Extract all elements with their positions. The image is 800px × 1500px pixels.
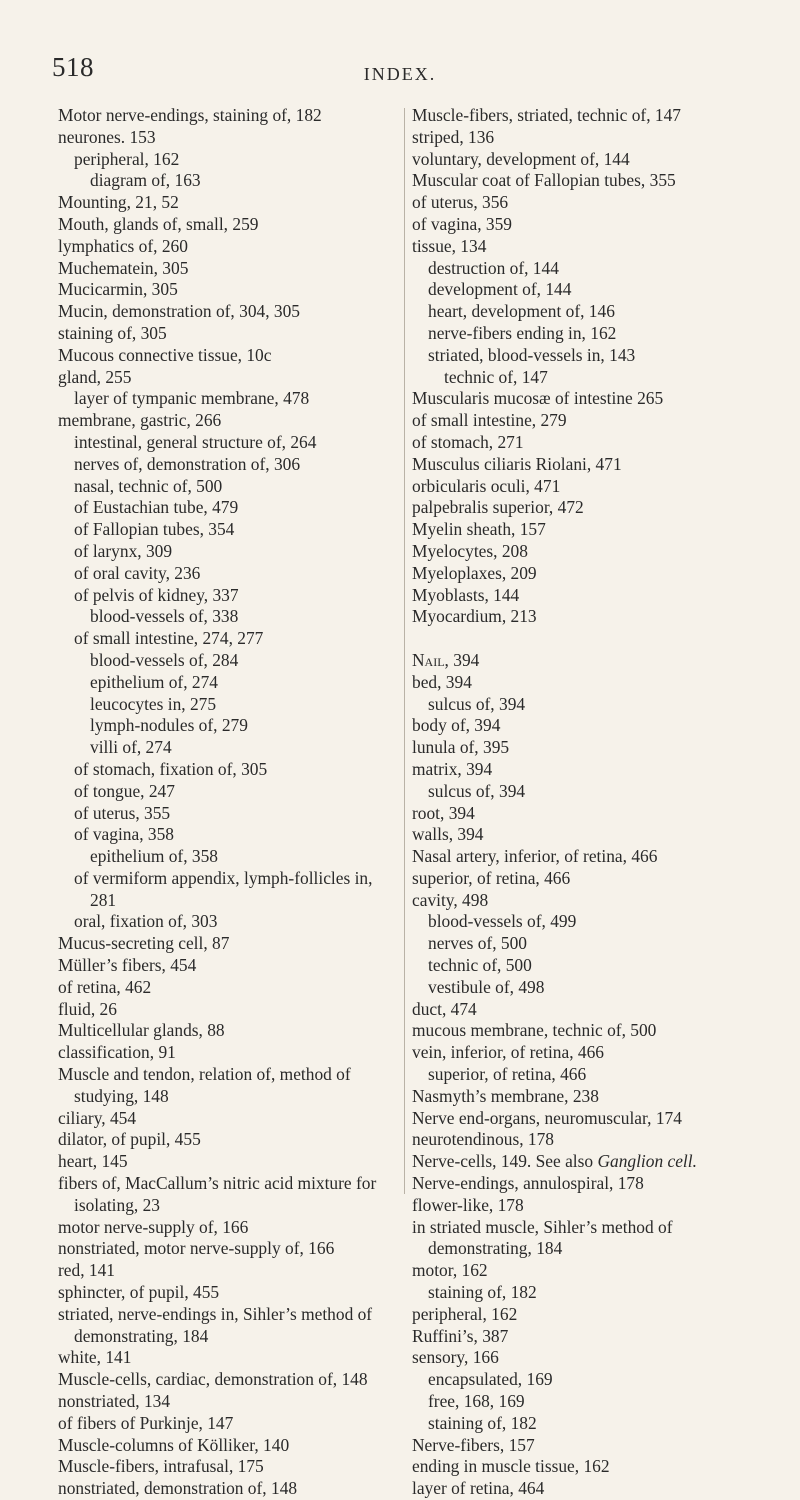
index-heading — [58, 345, 400, 367]
entry-text: lymphatics of, 260 — [58, 235, 188, 256]
index-subentry — [58, 846, 400, 868]
entry-text: sensory, 166 — [412, 1347, 499, 1368]
entry-text: layer of retina, 464 — [412, 1478, 545, 1499]
entry-text: fluid, 26 — [58, 998, 117, 1019]
entry-text: sulcus of, 394 — [428, 780, 526, 801]
index-heading — [412, 650, 764, 672]
index-subentry — [412, 1195, 764, 1217]
entry-text: staining of, 182 — [428, 1282, 537, 1303]
entry-text: body of, 394 — [412, 715, 501, 736]
entry-text: ending in muscle tissue, 162 — [412, 1456, 610, 1477]
entry-text: leucocytes in, 275 — [90, 693, 217, 714]
index-heading — [412, 105, 764, 127]
index-subentry — [412, 933, 764, 955]
index-subentry — [58, 519, 400, 541]
entry-text: staining of, 182 — [428, 1412, 537, 1433]
index-subentry — [58, 606, 400, 628]
entry-text: Myocardium, 213 — [412, 606, 537, 627]
entry-text: of fibers of Purkinje, 147 — [58, 1412, 234, 1433]
index-subentry — [412, 955, 764, 977]
index-subentry — [412, 1369, 764, 1391]
entry-text: ciliary, 454 — [58, 1107, 137, 1128]
index-column-right — [412, 105, 764, 1500]
entry-text: peripheral, 162 — [74, 148, 180, 169]
entry-text: of vagina, 359 — [412, 213, 512, 234]
index-subentry — [412, 1260, 764, 1282]
index-subentry — [58, 1413, 400, 1435]
index-heading — [58, 1064, 400, 1108]
index-subentry — [412, 1042, 764, 1064]
index-subentry — [58, 432, 400, 454]
index-heading — [58, 1020, 400, 1042]
entry-text: Nasmyth’s membrane, 238 — [412, 1085, 599, 1106]
entry-text: of small intestine, 274, 277 — [74, 628, 264, 649]
index-subentry — [58, 1108, 400, 1130]
index-subentry — [58, 999, 400, 1021]
entry-text: of tongue, 247 — [74, 780, 175, 801]
index-subentry — [58, 1282, 400, 1304]
index-subentry — [58, 1129, 400, 1151]
index-subentry — [412, 737, 764, 759]
index-subentry — [412, 1347, 764, 1369]
index-subentry — [58, 650, 400, 672]
entry-text: of uterus, 356 — [412, 192, 509, 213]
index-heading — [412, 454, 764, 476]
entry-text: neurotendinous, 178 — [412, 1129, 555, 1150]
index-subentry — [412, 214, 764, 236]
entry-text: of vagina, 358 — [74, 824, 174, 845]
index-heading — [412, 1173, 764, 1195]
entry-text: Mucus-secreting cell, 87 — [58, 933, 230, 954]
entry-text: in striated muscle, Sihler’s method of demonstrating, 184 — [412, 1216, 673, 1259]
entry-text: tissue, 134 — [412, 235, 487, 256]
index-subentry — [412, 1304, 764, 1326]
index-subentry — [58, 1238, 400, 1260]
index-subentry — [412, 1217, 764, 1261]
entry-text: Mounting, 21, 52 — [58, 192, 179, 213]
page-header — [0, 52, 800, 92]
entry-text: lunula of, 395 — [412, 737, 510, 758]
entry-text: lymph-nodules of, 279 — [90, 715, 248, 736]
entry-text: dilator, of pupil, 455 — [58, 1129, 201, 1150]
index-subentry — [58, 476, 400, 498]
index-subentry — [58, 672, 400, 694]
entry-text: diagram of, 163 — [90, 170, 201, 191]
entry-text: Myelocytes, 208 — [412, 540, 528, 561]
entry-text: staining of, 305 — [58, 322, 167, 343]
entry-text: Muscle-fibers, striated, technic of, 147 — [412, 105, 681, 125]
index-subentry — [58, 1217, 400, 1239]
entry-text: Nerve-endings, annulospiral, 178 — [412, 1173, 644, 1194]
entry-text: Ruffini’s, 387 — [412, 1325, 509, 1346]
entry-text: Nail, 394 — [412, 649, 480, 670]
index-subentry — [412, 1129, 764, 1151]
index-subentry — [58, 868, 400, 912]
index-heading — [412, 846, 764, 868]
index-heading — [58, 105, 400, 127]
entry-text: striped, 136 — [412, 126, 495, 147]
index-subentry — [412, 824, 764, 846]
index-subentry — [412, 1413, 764, 1435]
index-subentry — [412, 672, 764, 694]
index-heading — [412, 1108, 764, 1130]
index-heading — [412, 1086, 764, 1108]
entry-text: striated, blood-vessels in, 143 — [428, 344, 636, 365]
entry-text: peripheral, 162 — [412, 1303, 518, 1324]
index-subentry — [412, 1064, 764, 1086]
entry-text: oral, fixation of, 303 — [74, 911, 218, 932]
entry-text: Muscle-fibers, intrafusal, 175 — [58, 1456, 264, 1477]
entry-text: membrane, gastric, 266 — [58, 410, 222, 431]
entry-text: superior, of retina, 466 — [412, 867, 571, 888]
index-heading — [58, 214, 400, 236]
entry-text: of stomach, 271 — [412, 431, 524, 452]
index-subentry — [58, 1260, 400, 1282]
entry-text: walls, 394 — [412, 824, 484, 845]
entry-text: Muscle and tendon, relation of, method of studying, 148 — [58, 1064, 351, 1106]
entry-text: development of, 144 — [428, 279, 572, 300]
entry-text: technic of, 147 — [444, 366, 548, 387]
index-heading — [412, 519, 764, 541]
index-subentry — [58, 1478, 400, 1500]
index-heading — [412, 1435, 764, 1457]
entry-text: of larynx, 309 — [74, 540, 173, 561]
index-column-left — [58, 105, 400, 1500]
entry-text: Muchematein, 305 — [58, 257, 189, 278]
index-subentry — [412, 127, 764, 149]
entry-text: motor, 162 — [412, 1260, 488, 1281]
entry-text: of pelvis of kidney, 337 — [74, 584, 239, 605]
entry-text: Myoblasts, 144 — [412, 584, 520, 605]
entry-text: nonstriated, demonstration of, 148 — [58, 1478, 298, 1499]
entry-text: palpebralis superior, 472 — [412, 497, 584, 518]
entry-text: motor nerve-supply of, 166 — [58, 1216, 249, 1237]
index-subentry — [412, 977, 764, 999]
index-subentry — [412, 323, 764, 345]
index-subentry — [412, 715, 764, 737]
index-subentry — [412, 890, 764, 912]
index-heading — [58, 1456, 400, 1478]
entry-text: sulcus of, 394 — [428, 693, 526, 714]
entry-text: Mouth, glands of, small, 259 — [58, 213, 259, 234]
page-number: 518 — [52, 52, 94, 82]
entry-text: of stomach, fixation of, 305 — [74, 758, 268, 779]
index-heading — [58, 279, 400, 301]
index-subentry — [58, 1391, 400, 1413]
index-subentry — [412, 301, 764, 323]
index-heading — [412, 541, 764, 563]
entry-text: Multicellular glands, 88 — [58, 1020, 225, 1041]
index-heading — [58, 1369, 400, 1391]
index-subentry — [58, 737, 400, 759]
index-subentry — [412, 432, 764, 454]
index-subentry — [412, 192, 764, 214]
index-subentry — [412, 781, 764, 803]
entry-text: bed, 394 — [412, 671, 472, 692]
index-heading — [412, 388, 764, 410]
index-subentry — [412, 476, 764, 498]
entry-text: nerves of, demonstration of, 306 — [74, 453, 301, 474]
index-subentry — [58, 1042, 400, 1064]
entry-text: blood-vessels of, 284 — [90, 649, 239, 670]
index-subentry — [58, 911, 400, 933]
entry-text: striated, nerve-endings in, Sihler’s method of demonstrating, 184 — [58, 1303, 373, 1346]
entry-text: root, 394 — [412, 802, 475, 823]
index-subentry — [412, 258, 764, 280]
entry-text: Myelin sheath, 157 — [412, 519, 546, 540]
entry-text: sphincter, of pupil, 455 — [58, 1282, 220, 1303]
entry-text: of Fallopian tubes, 354 — [74, 519, 235, 540]
index-subentry — [58, 323, 400, 345]
entry-text: blood-vessels of, 338 — [90, 606, 239, 627]
entry-text: cavity, 498 — [412, 889, 489, 910]
entry-text: mucous membrane, technic of, 500 — [412, 1020, 657, 1041]
index-subentry — [58, 694, 400, 716]
entry-text: of uterus, 355 — [74, 802, 171, 823]
index-heading — [58, 258, 400, 280]
index-subentry — [58, 715, 400, 737]
index-subentry — [58, 1173, 400, 1217]
index-subentry — [58, 388, 400, 410]
entry-text: Nerve-cells, 149. See also — [412, 1151, 594, 1172]
index-subentry — [412, 911, 764, 933]
index-subentry — [412, 410, 764, 432]
entry-text: nonstriated, motor nerve-supply of, 166 — [58, 1238, 335, 1259]
index-subentry — [58, 1304, 400, 1348]
index-subentry — [412, 694, 764, 716]
entry-text: epithelium of, 358 — [90, 846, 218, 867]
index-heading — [58, 301, 400, 323]
entry-text: free, 168, 169 — [428, 1391, 525, 1412]
index-subentry — [58, 585, 400, 607]
index-subentry — [412, 497, 764, 519]
entry-text: nerves of, 500 — [428, 933, 528, 954]
index-subentry — [412, 345, 764, 367]
entry-text: red, 141 — [58, 1260, 115, 1281]
index-subentry — [412, 1020, 764, 1042]
index-subentry — [58, 454, 400, 476]
entry-text: epithelium of, 274 — [90, 671, 218, 692]
entry-text: duct, 474 — [412, 998, 477, 1019]
index-subentry — [412, 236, 764, 258]
index-subentry — [412, 367, 764, 389]
entry-text: blood-vessels of, 499 — [428, 911, 577, 932]
entry-text: Mucin, demonstration of, 304, 305 — [58, 301, 300, 322]
entry-text: vestibule of, 498 — [428, 976, 545, 997]
section-gap — [412, 628, 764, 650]
column-divider — [404, 108, 405, 1194]
index-heading — [412, 170, 764, 192]
index-subentry — [58, 781, 400, 803]
entry-text: Muscle-cells, cardiac, demonstration of, 148 — [58, 1369, 368, 1390]
index-subentry — [58, 367, 400, 389]
entry-text: Mucous connective tissue, 10c — [58, 344, 272, 365]
index-subentry — [412, 868, 764, 890]
entry-text: Nerve end-organs, neuromuscular, 174 — [412, 1107, 682, 1128]
entry-text: heart, development of, 146 — [428, 301, 615, 322]
index-subentry — [58, 563, 400, 585]
entry-text: layer of tympanic membrane, 478 — [74, 388, 310, 409]
index-subentry — [412, 1326, 764, 1348]
index-subentry — [412, 759, 764, 781]
index-subentry — [412, 999, 764, 1021]
entry-text: nonstriated, 134 — [58, 1391, 171, 1412]
index-subentry — [58, 410, 400, 432]
index-subentry — [58, 628, 400, 650]
entry-text: classification, 91 — [58, 1042, 176, 1063]
index-subentry — [412, 803, 764, 825]
entry-text: of oral cavity, 236 — [74, 562, 201, 583]
entry-text: Mucicarmin, 305 — [58, 279, 178, 300]
entry-text: voluntary, development of, 144 — [412, 148, 630, 169]
index-subentry — [58, 1347, 400, 1369]
index-subentry — [58, 127, 400, 149]
index-heading — [58, 933, 400, 955]
index-heading — [412, 563, 764, 585]
index-subentry — [58, 541, 400, 563]
entry-text: of vermiform appendix, lymph-follicles in, 281 — [74, 867, 373, 910]
entry-text: of small intestine, 279 — [412, 410, 567, 431]
index-heading — [58, 1435, 400, 1457]
entry-text: gland, 255 — [58, 366, 132, 387]
entry-text: Muscular coat of Fallopian tubes, 355 — [412, 170, 676, 191]
entry-text: neurones. 153 — [58, 126, 156, 147]
index-subentry — [412, 279, 764, 301]
entry-text: Muscle-columns of Kölliker, 140 — [58, 1434, 290, 1455]
index-subentry — [58, 170, 400, 192]
index-subentry — [58, 1151, 400, 1173]
entry-text: Nerve-fibers, 157 — [412, 1434, 535, 1455]
index-subentry — [58, 824, 400, 846]
index-subentry — [58, 803, 400, 825]
index-subentry — [58, 497, 400, 519]
entry-italic-text: Ganglion cell. — [597, 1151, 697, 1172]
entry-text: superior, of retina, 466 — [428, 1064, 587, 1085]
index-subentry — [58, 759, 400, 781]
index-subentry — [412, 149, 764, 171]
entry-text: intestinal, general structure of, 264 — [74, 431, 317, 452]
entry-text: Motor nerve-endings, staining of, 182 — [58, 105, 322, 125]
entry-text: destruction of, 144 — [428, 257, 559, 278]
entry-text: white, 141 — [58, 1347, 132, 1368]
entry-text: nerve-fibers ending in, 162 — [428, 322, 617, 343]
entry-text: of retina, 462 — [58, 976, 152, 997]
entry-text: technic of, 500 — [428, 955, 532, 976]
index-heading — [58, 955, 400, 977]
entry-text: Musculus ciliaris Riolani, 471 — [412, 453, 622, 474]
entry-text: orbicularis oculi, 471 — [412, 475, 561, 496]
entry-text: fibers of, MacCallum’s nitric acid mixture for isolating, 23 — [58, 1173, 377, 1215]
entry-text: villi of, 274 — [90, 737, 172, 758]
index-heading — [412, 1151, 764, 1173]
running-head: INDEX. — [363, 64, 437, 84]
entry-text: vein, inferior, of retina, 466 — [412, 1042, 604, 1063]
index-heading — [412, 606, 764, 628]
entry-text: matrix, 394 — [412, 758, 493, 779]
index-subentry — [58, 977, 400, 999]
entry-text: heart, 145 — [58, 1151, 128, 1172]
index-subentry — [412, 1456, 764, 1478]
entry-text: of Eustachian tube, 479 — [74, 497, 239, 518]
index-subentry — [412, 1391, 764, 1413]
index-subentry — [412, 1478, 764, 1500]
entry-text: Müller’s fibers, 454 — [58, 955, 197, 976]
entry-text: Myeloplaxes, 209 — [412, 562, 537, 583]
entry-text: nasal, technic of, 500 — [74, 475, 223, 496]
entry-text: flower-like, 178 — [412, 1194, 524, 1215]
index-subentry — [58, 236, 400, 258]
index-subentry — [58, 149, 400, 171]
index-heading — [412, 585, 764, 607]
index-subentry — [412, 1282, 764, 1304]
index-heading — [58, 192, 400, 214]
entry-text: Muscularis mucosæ of intestine 265 — [412, 388, 664, 409]
entry-text: Nasal artery, inferior, of retina, 466 — [412, 846, 658, 867]
entry-text: encapsulated, 169 — [428, 1369, 553, 1390]
